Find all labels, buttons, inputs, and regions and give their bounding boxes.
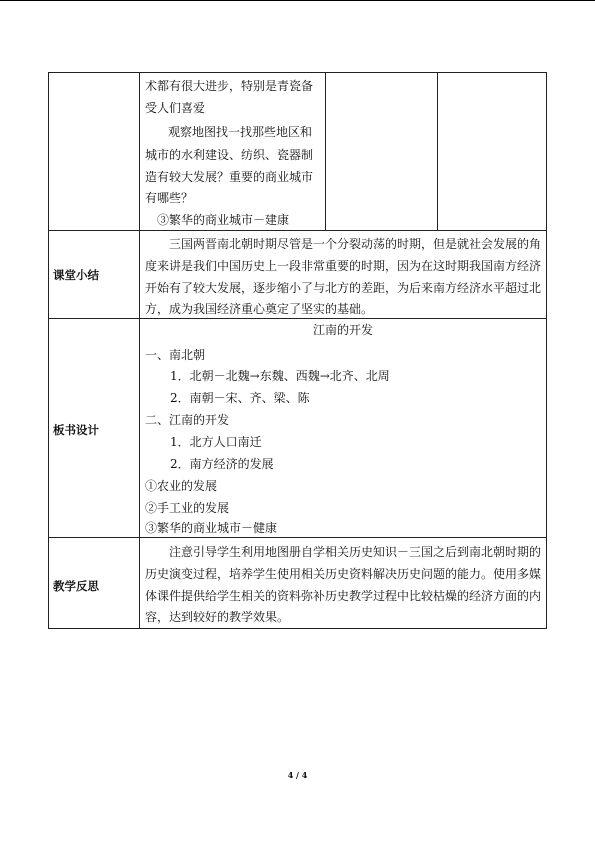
- board-item: ②手工业的发展: [145, 501, 230, 515]
- row-divider-1: [48, 230, 547, 231]
- text-line: 体课件提供给学生相关的资料弥补历史教学过程中比较枯燥的经济方面的内: [145, 589, 542, 603]
- text-line: 注意引导学生利用地图册自学相关历史知识－三国之后到南北朝时期的: [169, 545, 542, 559]
- row-divider-2: [48, 318, 547, 319]
- text-line: 有哪些？: [145, 191, 194, 205]
- board-item: 2．南方经济的发展: [170, 457, 274, 471]
- text-line: 受人们喜爱: [145, 101, 206, 115]
- text-line: 容，达到较好的教学效果。: [145, 610, 290, 624]
- table-divider-col3: [325, 72, 326, 230]
- board-item: ①农业的发展: [145, 479, 218, 493]
- text-line: 方，成为我国经济重心奠定了坚实的基础。: [145, 302, 374, 316]
- reflection-label: 教学反思: [53, 579, 99, 593]
- row-divider-3: [48, 537, 547, 538]
- board-label: 板书设计: [53, 423, 99, 437]
- page-number: 4 / 4: [287, 770, 308, 780]
- board-item: 2．南朝－宋、齐、梁、陈: [170, 391, 310, 405]
- board-item: 一、南北朝: [145, 348, 206, 362]
- board-title: 江南的开发: [312, 323, 373, 337]
- table-border-right: [546, 72, 547, 629]
- text-line: 观察地图找一找那些地区和: [168, 125, 313, 139]
- text-line: 历史演变过程，培养学生使用相关历史资料解决历史问题的能力。使用多媒: [145, 567, 542, 581]
- text-line: ③繁华的商业城市－建康: [157, 213, 290, 227]
- board-item: 1．北朝－北魏→东魏、西魏→北齐、北周: [170, 369, 390, 383]
- board-item: ③繁华的商业城市－健康: [145, 521, 278, 535]
- text-line: 城市的水利建设、纺织、瓷器制: [145, 148, 314, 162]
- table-divider-col4: [437, 72, 438, 230]
- board-item: 二、江南的开发: [145, 413, 230, 427]
- board-item: 1．北方人口南迁: [170, 435, 262, 449]
- text-line: 术都有很大进步，特别是青瓷备: [145, 79, 314, 93]
- text-line: 三国两晋南北朝时期尽管是一个分裂动荡的时期，但是就社会发展的角: [169, 237, 542, 251]
- table-border-left: [48, 72, 49, 629]
- table-border-bottom: [48, 628, 547, 629]
- summary-label: 课堂小结: [53, 268, 99, 282]
- table-divider-label: [139, 72, 140, 629]
- text-line: 造有较大发展？重要的商业城市: [145, 170, 314, 184]
- text-line: 度来讲是我们中国历史上一段非常重要的时期，因为在这时期我国南方经济: [145, 259, 542, 273]
- text-line: 开始有了较大发展，逐步缩小了与北方的差距，为后来南方经济水平超过北: [145, 281, 542, 295]
- table-border-top: [48, 72, 547, 73]
